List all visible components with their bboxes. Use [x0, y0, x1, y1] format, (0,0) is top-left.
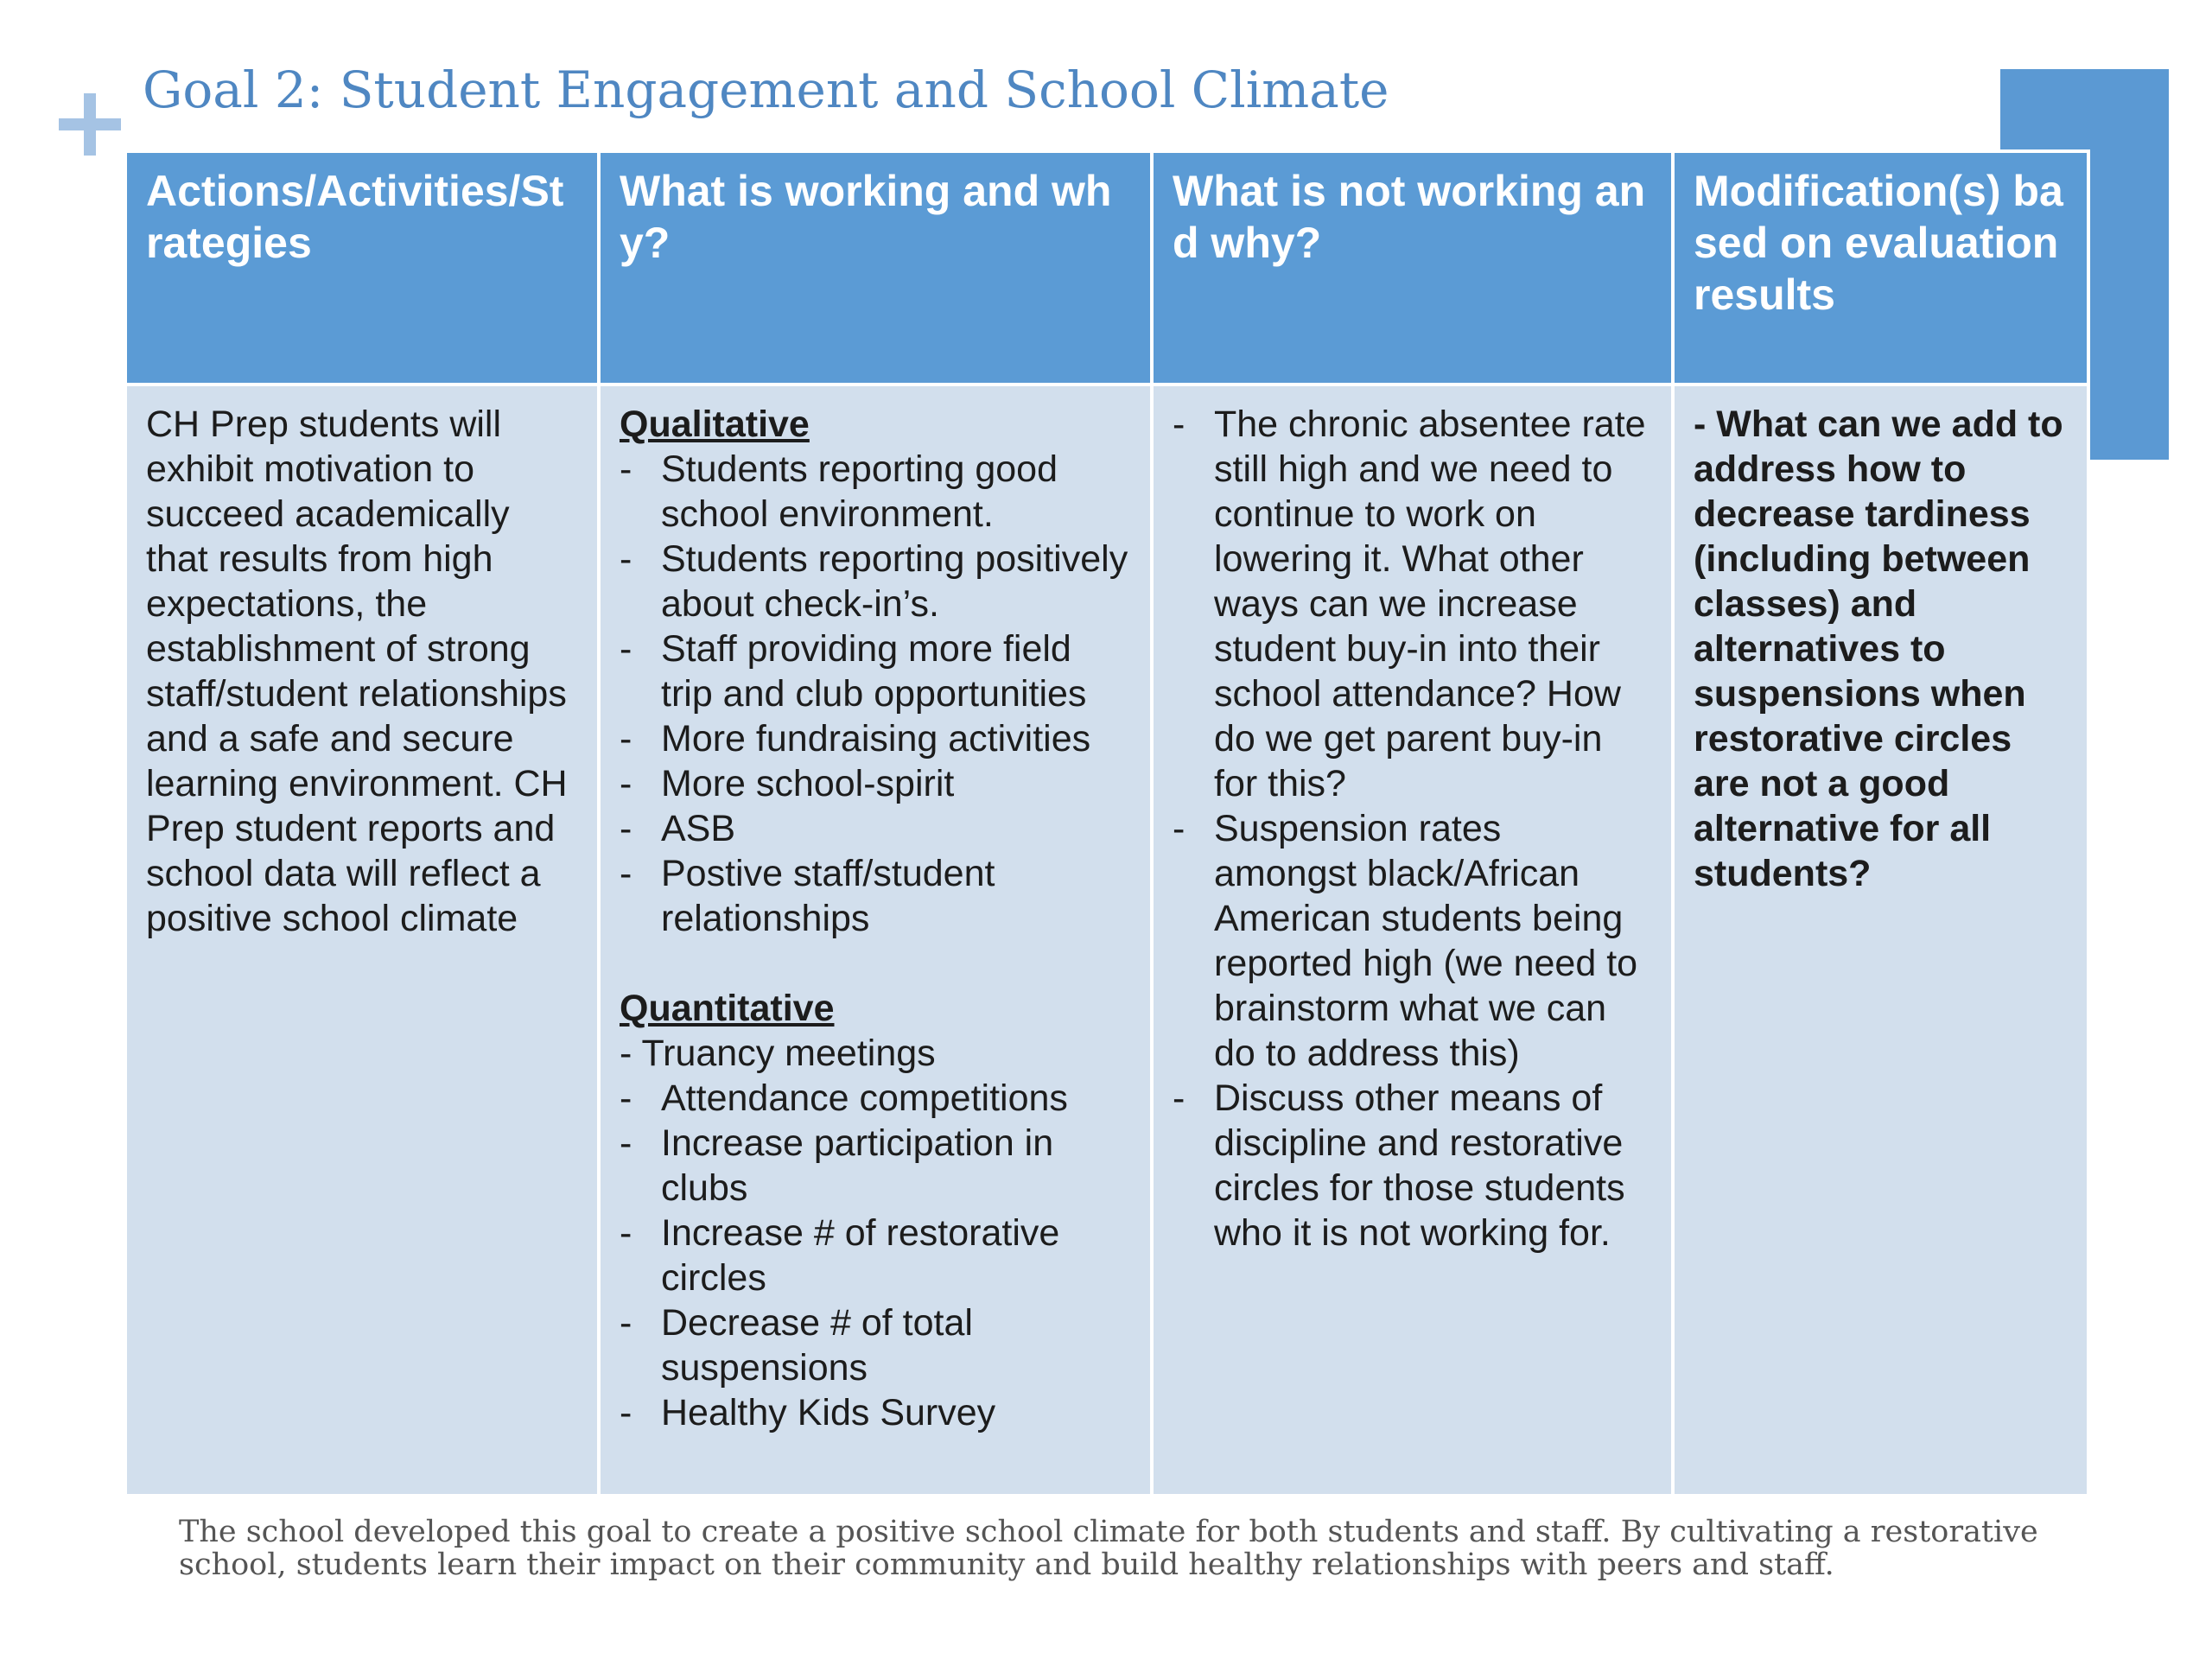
list-item: - Healthy Kids Survey: [620, 1390, 1131, 1435]
header-not-working: What is not working and why?: [1152, 151, 1673, 385]
not-working-list: [1173, 402, 1652, 1255]
goal-table: [124, 149, 2087, 1497]
list-item: - The chronic absentee rate still high and we need to continue to work on lowering it. What other ways can we increase student buy-in into their school attendance? How do we get parent buy-in for this?: [1173, 402, 1652, 806]
list-item: - More fundraising activities: [620, 716, 1131, 761]
modification-text: - What can we add to address how to decrease tardiness (including between classes) and alternatives to suspensions when restorative circles are not a good alternative for all students?: [1694, 404, 2063, 894]
qualitative-list: [620, 447, 1131, 941]
header-working: What is working and why?: [599, 151, 1152, 385]
actions-text: CH Prep students will exhibit motivation to succeed academically that results from high expectations, the establishment of strong staff/student relationships and a safe and secure learning environment. CH Prep student reports and school data will reflect a positive school climate: [146, 404, 568, 939]
list-item: - Students reporting positively about check-in’s.: [620, 537, 1131, 626]
header-actions: Actions/Activities/Strategies: [125, 151, 599, 385]
list-item: - Staff providing more field trip and club opportunities: [620, 626, 1131, 716]
quantitative-heading: Quantitative: [620, 988, 835, 1029]
actions-cell: [125, 385, 599, 1496]
list-item: - More school-spirit: [620, 761, 1131, 806]
list-item: - Decrease # of total suspensions: [620, 1300, 1131, 1390]
qualitative-heading: Qualitative: [620, 404, 810, 445]
not-working-cell: [1152, 385, 1673, 1496]
list-item: - Increase # of restorative circles: [620, 1211, 1131, 1300]
slide-title: Goal 2: Student Engagement and School Climate: [143, 60, 1389, 119]
working-cell: [599, 385, 1152, 1496]
list-item: - ASB: [620, 806, 1131, 851]
list-item: - Truancy meetings: [620, 1033, 936, 1074]
table-header-row: [125, 151, 2088, 385]
plus-icon: [59, 93, 121, 156]
list-item: - Attendance competitions: [620, 1076, 1131, 1121]
list-item: - Suspension rates amongst black/African American students being reported high (we need to brainstorm what we can do to address this): [1173, 806, 1652, 1076]
caption: The school developed this goal to create a positive school climate for both students and staff. By cultivating a restorative school, students learn their impact on their community and build healthy relationships with peers and staff.: [179, 1515, 2038, 1582]
list-item: - Postive staff/student relationships: [620, 851, 1131, 941]
list-item: - Increase participation in clubs: [620, 1121, 1131, 1211]
modifications-cell: [1673, 385, 2088, 1496]
quantitative-list: [620, 1076, 1131, 1435]
list-item: - Discuss other means of discipline and restorative circles for those students who it is not working for.: [1173, 1076, 1652, 1255]
header-modifications: Modification(s) based on evaluation results: [1673, 151, 2088, 385]
table-row: [125, 385, 2088, 1496]
list-item: - Students reporting good school environment.: [620, 447, 1131, 537]
